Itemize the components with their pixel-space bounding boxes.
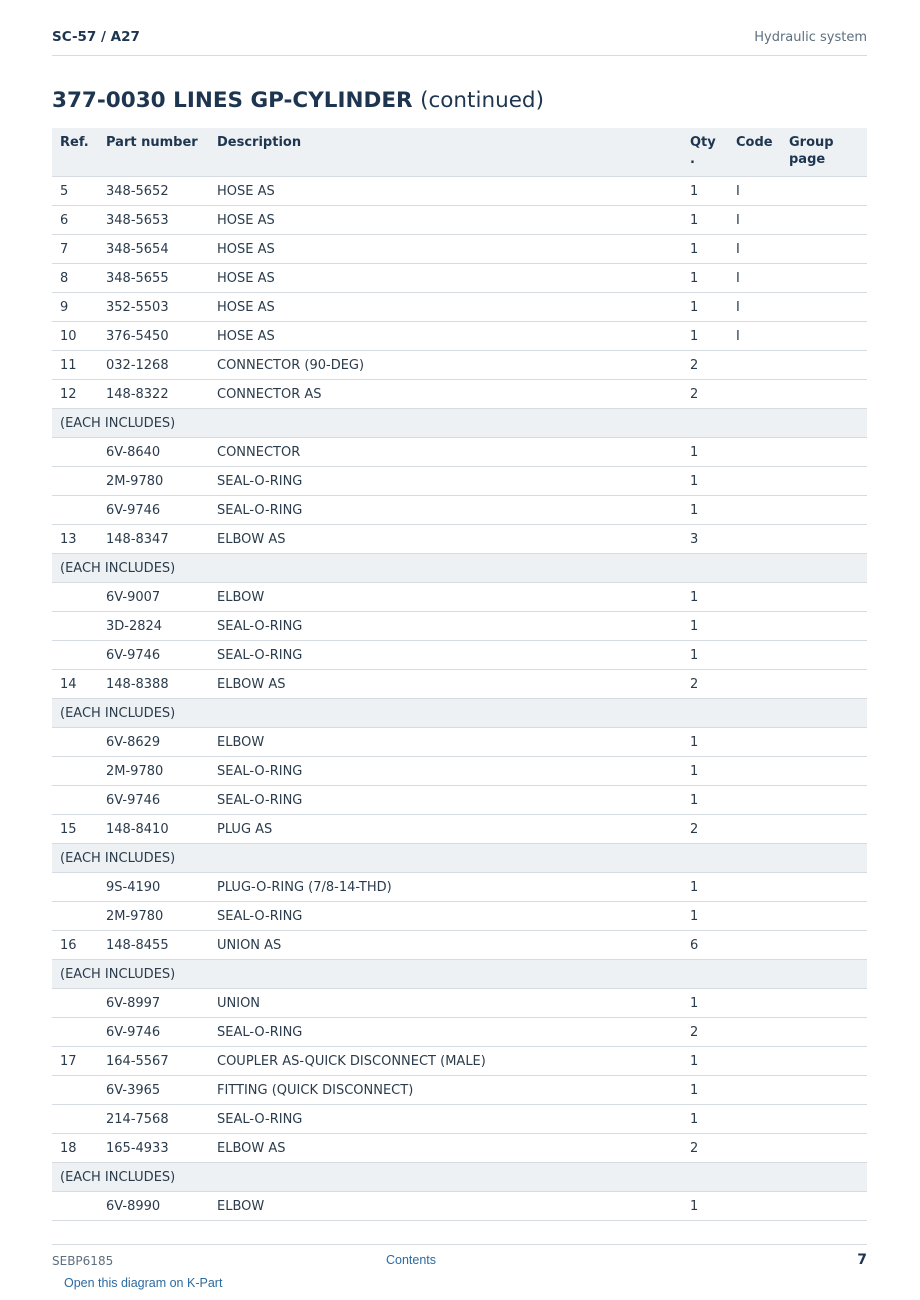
cell-qty: 1 bbox=[682, 989, 728, 1018]
cell-ref bbox=[52, 786, 98, 815]
table-row bbox=[52, 873, 867, 902]
cell-code bbox=[728, 728, 781, 757]
col-group-header: Group page bbox=[781, 128, 867, 177]
cell-ref bbox=[52, 902, 98, 931]
cell-qty: 1 bbox=[682, 496, 728, 525]
cell-desc: ELBOW bbox=[209, 728, 682, 757]
cell-part: 352-5503 bbox=[98, 293, 209, 322]
cell-group bbox=[781, 641, 867, 670]
cell-group bbox=[781, 380, 867, 409]
cell-qty: 1 bbox=[682, 235, 728, 264]
cell-desc: CONNECTOR (90-DEG) bbox=[209, 351, 682, 380]
cell-part: 6V-8629 bbox=[98, 728, 209, 757]
cell-code bbox=[728, 438, 781, 467]
cell-qty: 2 bbox=[682, 670, 728, 699]
table-row bbox=[52, 438, 867, 467]
cell-ref: 8 bbox=[52, 264, 98, 293]
cell-ref: 16 bbox=[52, 931, 98, 960]
cell-ref bbox=[52, 1192, 98, 1221]
col-part-header: Part number bbox=[98, 128, 209, 177]
cell-part: 6V-9746 bbox=[98, 496, 209, 525]
cell-desc: SEAL-O-RING bbox=[209, 757, 682, 786]
cell-ref: 9 bbox=[52, 293, 98, 322]
cell-qty: 1 bbox=[682, 177, 728, 206]
includes-row bbox=[52, 554, 867, 583]
cell-part: 9S-4190 bbox=[98, 873, 209, 902]
includes-note: (EACH INCLUDES) bbox=[52, 699, 867, 728]
cell-ref bbox=[52, 1076, 98, 1105]
cell-desc: CONNECTOR bbox=[209, 438, 682, 467]
cell-ref bbox=[52, 438, 98, 467]
cell-ref: 13 bbox=[52, 525, 98, 554]
cell-group bbox=[781, 902, 867, 931]
table-row bbox=[52, 1047, 867, 1076]
cell-desc: HOSE AS bbox=[209, 293, 682, 322]
includes-row bbox=[52, 1163, 867, 1192]
cell-desc: SEAL-O-RING bbox=[209, 902, 682, 931]
cell-desc: UNION AS bbox=[209, 931, 682, 960]
cell-qty: 1 bbox=[682, 1192, 728, 1221]
table-row bbox=[52, 177, 867, 206]
cell-group bbox=[781, 728, 867, 757]
cell-qty: 2 bbox=[682, 815, 728, 844]
cell-code bbox=[728, 467, 781, 496]
table-row bbox=[52, 1134, 867, 1163]
table-row bbox=[52, 757, 867, 786]
cell-qty: 1 bbox=[682, 322, 728, 351]
cell-ref bbox=[52, 641, 98, 670]
cell-ref bbox=[52, 757, 98, 786]
cell-qty: 6 bbox=[682, 931, 728, 960]
cell-part: 3D-2824 bbox=[98, 612, 209, 641]
cell-group bbox=[781, 873, 867, 902]
cell-part: 6V-3965 bbox=[98, 1076, 209, 1105]
cell-part: 348-5652 bbox=[98, 177, 209, 206]
cell-code: I bbox=[728, 264, 781, 293]
cell-part: 032-1268 bbox=[98, 351, 209, 380]
table-row bbox=[52, 264, 867, 293]
cell-group bbox=[781, 264, 867, 293]
cell-part: 6V-8640 bbox=[98, 438, 209, 467]
table-row bbox=[52, 293, 867, 322]
cell-desc: PLUG AS bbox=[209, 815, 682, 844]
cell-group bbox=[781, 438, 867, 467]
cell-desc: HOSE AS bbox=[209, 206, 682, 235]
cell-code bbox=[728, 1076, 781, 1105]
cell-desc: SEAL-O-RING bbox=[209, 1105, 682, 1134]
cell-code bbox=[728, 873, 781, 902]
cell-group bbox=[781, 467, 867, 496]
cell-desc: SEAL-O-RING bbox=[209, 467, 682, 496]
includes-note: (EACH INCLUDES) bbox=[52, 960, 867, 989]
page-footer bbox=[52, 1244, 867, 1275]
cell-group bbox=[781, 612, 867, 641]
cell-group bbox=[781, 931, 867, 960]
cell-ref: 18 bbox=[52, 1134, 98, 1163]
cell-ref bbox=[52, 1018, 98, 1047]
cell-qty: 1 bbox=[682, 264, 728, 293]
includes-row bbox=[52, 409, 867, 438]
cell-desc: HOSE AS bbox=[209, 177, 682, 206]
cell-ref: 5 bbox=[52, 177, 98, 206]
table-row bbox=[52, 1018, 867, 1047]
cell-qty: 1 bbox=[682, 438, 728, 467]
table-row bbox=[52, 1105, 867, 1134]
col-ref-header: Ref. bbox=[52, 128, 98, 177]
table-row bbox=[52, 815, 867, 844]
cell-desc: HOSE AS bbox=[209, 322, 682, 351]
cell-qty: 2 bbox=[682, 1134, 728, 1163]
cell-desc: SEAL-O-RING bbox=[209, 786, 682, 815]
cell-group bbox=[781, 177, 867, 206]
cell-qty: 2 bbox=[682, 351, 728, 380]
cell-group bbox=[781, 786, 867, 815]
cell-code bbox=[728, 1047, 781, 1076]
cell-code: I bbox=[728, 235, 781, 264]
cell-desc: UNION bbox=[209, 989, 682, 1018]
cell-part: 214-7568 bbox=[98, 1105, 209, 1134]
col-desc-header: Description bbox=[209, 128, 682, 177]
includes-note: (EACH INCLUDES) bbox=[52, 844, 867, 873]
table-row bbox=[52, 786, 867, 815]
cell-part: 2M-9780 bbox=[98, 467, 209, 496]
cell-code bbox=[728, 380, 781, 409]
cell-qty: 1 bbox=[682, 1105, 728, 1134]
table-row bbox=[52, 525, 867, 554]
cell-code bbox=[728, 757, 781, 786]
cell-desc: CONNECTOR AS bbox=[209, 380, 682, 409]
cell-desc: FITTING (QUICK DISCONNECT) bbox=[209, 1076, 682, 1105]
cell-part: 148-8455 bbox=[98, 931, 209, 960]
cell-code bbox=[728, 1192, 781, 1221]
cell-desc: ELBOW bbox=[209, 583, 682, 612]
page-number: 7 bbox=[857, 1252, 867, 1268]
cell-group bbox=[781, 293, 867, 322]
cell-desc: PLUG-O-RING (7/8-14-THD) bbox=[209, 873, 682, 902]
cell-desc: SEAL-O-RING bbox=[209, 1018, 682, 1047]
cell-code bbox=[728, 815, 781, 844]
cell-desc: COUPLER AS-QUICK DISCONNECT (MALE) bbox=[209, 1047, 682, 1076]
cell-code bbox=[728, 641, 781, 670]
includes-note: (EACH INCLUDES) bbox=[52, 554, 867, 583]
cell-code bbox=[728, 351, 781, 380]
cell-code bbox=[728, 1018, 781, 1047]
cell-group bbox=[781, 206, 867, 235]
cell-group bbox=[781, 351, 867, 380]
title-main: 377-0030 LINES GP-CYLINDER bbox=[52, 88, 413, 113]
table-row bbox=[52, 322, 867, 351]
cell-code bbox=[728, 583, 781, 612]
cell-desc: HOSE AS bbox=[209, 264, 682, 293]
table-row bbox=[52, 206, 867, 235]
cell-group bbox=[781, 1192, 867, 1221]
cell-part: 6V-9746 bbox=[98, 1018, 209, 1047]
cell-code bbox=[728, 525, 781, 554]
cell-ref bbox=[52, 583, 98, 612]
table-header-row bbox=[52, 128, 867, 177]
table-row bbox=[52, 583, 867, 612]
table-row bbox=[52, 989, 867, 1018]
cell-code bbox=[728, 612, 781, 641]
cell-group bbox=[781, 583, 867, 612]
cell-part: 6V-9746 bbox=[98, 786, 209, 815]
table-row bbox=[52, 467, 867, 496]
cell-part: 348-5655 bbox=[98, 264, 209, 293]
cell-part: 2M-9780 bbox=[98, 902, 209, 931]
table-row bbox=[52, 1192, 867, 1221]
cell-qty: 1 bbox=[682, 583, 728, 612]
cell-group bbox=[781, 1105, 867, 1134]
table-row bbox=[52, 351, 867, 380]
table-row bbox=[52, 380, 867, 409]
cell-group bbox=[781, 1134, 867, 1163]
cell-code bbox=[728, 1105, 781, 1134]
cell-part: 164-5567 bbox=[98, 1047, 209, 1076]
cell-part: 6V-9007 bbox=[98, 583, 209, 612]
cell-ref bbox=[52, 989, 98, 1018]
cell-code: I bbox=[728, 177, 781, 206]
cell-qty: 1 bbox=[682, 641, 728, 670]
cell-code: I bbox=[728, 293, 781, 322]
cell-desc: SEAL-O-RING bbox=[209, 612, 682, 641]
cell-qty: 1 bbox=[682, 1076, 728, 1105]
cell-desc: SEAL-O-RING bbox=[209, 496, 682, 525]
cell-part: 376-5450 bbox=[98, 322, 209, 351]
cell-qty: 1 bbox=[682, 612, 728, 641]
cell-qty: 1 bbox=[682, 873, 728, 902]
cell-desc: ELBOW AS bbox=[209, 525, 682, 554]
cell-code: I bbox=[728, 206, 781, 235]
includes-note: (EACH INCLUDES) bbox=[52, 409, 867, 438]
table-row bbox=[52, 1076, 867, 1105]
cell-part: 148-8410 bbox=[98, 815, 209, 844]
cell-code bbox=[728, 496, 781, 525]
cell-part: 6V-9746 bbox=[98, 641, 209, 670]
table-row bbox=[52, 612, 867, 641]
cell-code bbox=[728, 989, 781, 1018]
cell-qty: 1 bbox=[682, 1047, 728, 1076]
cell-ref bbox=[52, 728, 98, 757]
table-row bbox=[52, 235, 867, 264]
cell-group bbox=[781, 525, 867, 554]
table-row bbox=[52, 641, 867, 670]
parts-table-body bbox=[52, 177, 867, 1221]
cell-group bbox=[781, 496, 867, 525]
cell-ref: 7 bbox=[52, 235, 98, 264]
cell-ref bbox=[52, 496, 98, 525]
cell-ref: 10 bbox=[52, 322, 98, 351]
kpart-link[interactable]: Open this diagram on K-Part bbox=[64, 1276, 223, 1290]
cell-qty: 1 bbox=[682, 902, 728, 931]
cell-part: 348-5654 bbox=[98, 235, 209, 264]
cell-ref: 15 bbox=[52, 815, 98, 844]
cell-qty: 1 bbox=[682, 728, 728, 757]
cell-qty: 1 bbox=[682, 467, 728, 496]
page-title bbox=[52, 88, 544, 113]
cell-qty: 1 bbox=[682, 786, 728, 815]
cell-group bbox=[781, 1018, 867, 1047]
includes-row bbox=[52, 699, 867, 728]
cell-group bbox=[781, 989, 867, 1018]
cell-code bbox=[728, 1134, 781, 1163]
cell-desc: ELBOW AS bbox=[209, 670, 682, 699]
cell-part: 148-8322 bbox=[98, 380, 209, 409]
col-code-header: Code bbox=[728, 128, 781, 177]
cell-part: 6V-8990 bbox=[98, 1192, 209, 1221]
cell-qty: 1 bbox=[682, 757, 728, 786]
cell-qty: 2 bbox=[682, 1018, 728, 1047]
cell-code: I bbox=[728, 322, 781, 351]
parts-table bbox=[52, 128, 867, 1221]
cell-group bbox=[781, 757, 867, 786]
footer-doc-id: SEBP6185 bbox=[52, 1254, 114, 1268]
includes-row bbox=[52, 960, 867, 989]
table-row bbox=[52, 902, 867, 931]
table-row bbox=[52, 931, 867, 960]
cell-desc: SEAL-O-RING bbox=[209, 641, 682, 670]
table-row bbox=[52, 728, 867, 757]
cell-part: 2M-9780 bbox=[98, 757, 209, 786]
cell-group bbox=[781, 322, 867, 351]
cell-code bbox=[728, 931, 781, 960]
cell-qty: 1 bbox=[682, 206, 728, 235]
cell-ref bbox=[52, 612, 98, 641]
cell-group bbox=[781, 815, 867, 844]
includes-row bbox=[52, 844, 867, 873]
cell-qty: 1 bbox=[682, 293, 728, 322]
cell-part: 165-4933 bbox=[98, 1134, 209, 1163]
cell-desc: ELBOW AS bbox=[209, 1134, 682, 1163]
cell-group bbox=[781, 1047, 867, 1076]
title-suffix: (continued) bbox=[420, 88, 544, 113]
cell-ref: 6 bbox=[52, 206, 98, 235]
cell-ref bbox=[52, 1105, 98, 1134]
cell-ref: 11 bbox=[52, 351, 98, 380]
doc-code: SC-57 / A27 bbox=[52, 29, 140, 45]
cell-group bbox=[781, 235, 867, 264]
cell-qty: 2 bbox=[682, 380, 728, 409]
section-name: Hydraulic system bbox=[754, 30, 867, 45]
cell-part: 6V-8997 bbox=[98, 989, 209, 1018]
cell-ref: 14 bbox=[52, 670, 98, 699]
cell-ref: 17 bbox=[52, 1047, 98, 1076]
cell-code bbox=[728, 786, 781, 815]
cell-group bbox=[781, 670, 867, 699]
cell-part: 348-5653 bbox=[98, 206, 209, 235]
cell-ref bbox=[52, 467, 98, 496]
col-qty-header: Qty . bbox=[682, 128, 728, 177]
cell-part: 148-8347 bbox=[98, 525, 209, 554]
cell-qty: 3 bbox=[682, 525, 728, 554]
cell-code bbox=[728, 902, 781, 931]
page-header bbox=[52, 22, 867, 56]
cell-ref: 12 bbox=[52, 380, 98, 409]
table-row bbox=[52, 496, 867, 525]
cell-desc: HOSE AS bbox=[209, 235, 682, 264]
contents-link[interactable]: Contents bbox=[386, 1253, 437, 1267]
cell-part: 148-8388 bbox=[98, 670, 209, 699]
cell-desc: ELBOW bbox=[209, 1192, 682, 1221]
cell-code bbox=[728, 670, 781, 699]
table-row bbox=[52, 670, 867, 699]
cell-ref bbox=[52, 873, 98, 902]
includes-note: (EACH INCLUDES) bbox=[52, 1163, 867, 1192]
cell-group bbox=[781, 1076, 867, 1105]
